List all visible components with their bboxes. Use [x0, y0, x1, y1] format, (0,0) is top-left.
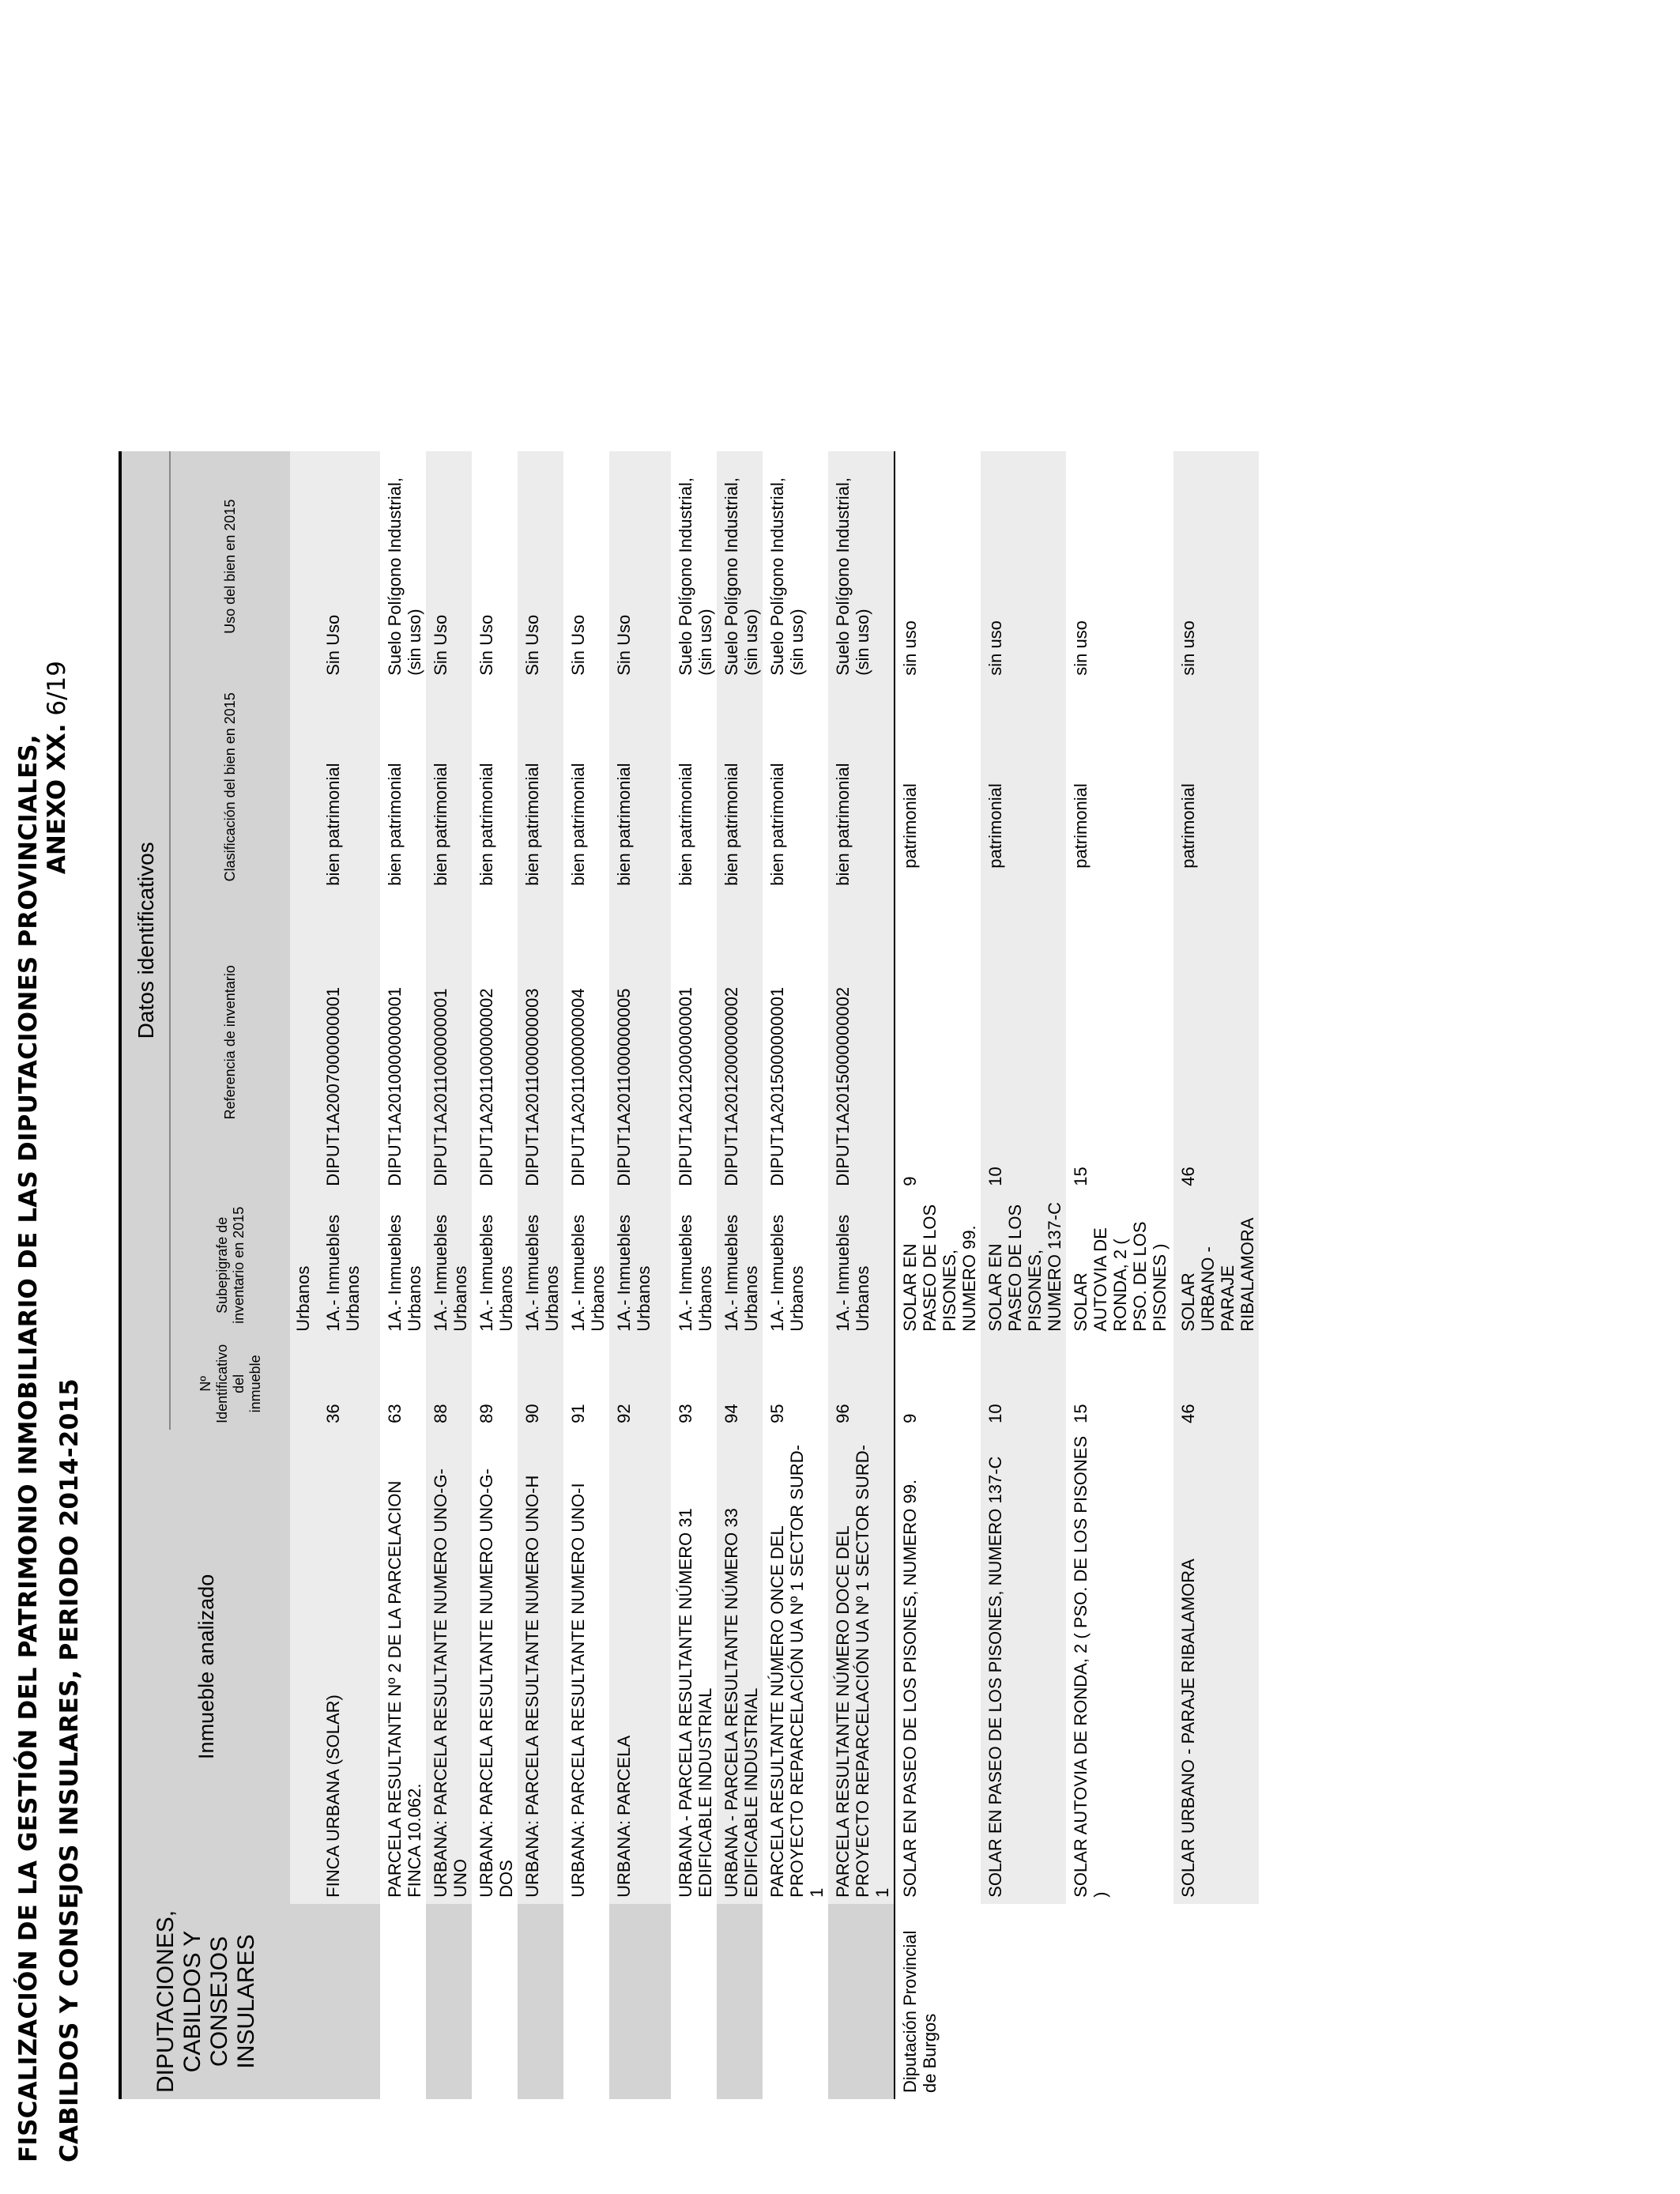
cell-clasificacion: bien patrimonial: [828, 682, 895, 892]
cell-ref: DIPUT1A2015000000002: [828, 892, 895, 1193]
entity-cell: [380, 1904, 426, 2099]
cell-ref: DIPUT1A2015000000001: [763, 892, 828, 1193]
annex-page-number: 6/19: [43, 661, 71, 716]
inventory-table: [119, 451, 1259, 2099]
cell-subepigrafe: 1A.- Inmuebles Urbanos: [671, 1193, 717, 1338]
table-row: [828, 451, 895, 2099]
cell-inmueble: PARCELA RESULTANTE NÚMERO ONCE DEL PROYECTO REPARCELACIÓN UA Nº 1 SECTOR SURD-1: [763, 1430, 828, 1904]
carry-over-text: Urbanos: [290, 1193, 318, 1338]
cell-subepigrafe: 1A.- Inmuebles Urbanos: [828, 1193, 895, 1338]
cell-uso: Suelo Polígono Industrial, (sin uso): [717, 451, 763, 682]
header-uso: Uso del bien en 2015: [170, 451, 290, 682]
cell-uso: Sin Uso: [518, 451, 563, 682]
cell-num: 9: [895, 1338, 981, 1430]
cell-num: 88: [426, 1338, 472, 1430]
cell-clasificacion: bien patrimonial: [717, 682, 763, 892]
table-row: [1066, 451, 1173, 2099]
cell-num: 93: [671, 1338, 717, 1430]
cell-num: 94: [717, 1338, 763, 1430]
header-subepigrafe: Subepigrafe de inventario en 2015: [170, 1193, 290, 1338]
table-row: [318, 451, 380, 2099]
table-row: [563, 451, 609, 2099]
cell-ref: DIPUT1A2007000000001: [318, 892, 380, 1193]
cell-clasificacion: bien patrimonial: [609, 682, 671, 892]
cell-inmueble: SOLAR AUTOVIA DE RONDA, 2 ( PSO. DE LOS PISONES ): [1066, 1430, 1173, 1904]
cell-inmueble: SOLAR EN PASEO DE LOS PISONES, NUMERO 137-C: [981, 1430, 1066, 1904]
table-row: [1173, 451, 1259, 2099]
cell-clasificacion: bien patrimonial: [318, 682, 380, 892]
cell-ref: DIPUT1A2011000000003: [518, 892, 563, 1193]
cell-num: 92: [609, 1338, 671, 1430]
cell-clasificacion: bien patrimonial: [671, 682, 717, 892]
cell-num: 89: [472, 1338, 518, 1430]
cell-num: 46: [1173, 1338, 1259, 1430]
cell-ref: 9: [895, 892, 981, 1193]
cell-clasificacion: bien patrimonial: [426, 682, 472, 892]
cell-uso: sin uso: [1173, 451, 1259, 682]
entity-cell: [981, 1904, 1066, 2099]
cell-inmueble: URBANA: PARCELA RESULTANTE NUMERO UNO-H: [518, 1430, 563, 1904]
cell-clasificacion: patrimonial: [895, 682, 981, 892]
cell-ref: 15: [1066, 892, 1173, 1193]
entity-cell: [828, 1904, 895, 2099]
table-row: [895, 451, 981, 2099]
cell-ref: DIPUT1A2012000000002: [717, 892, 763, 1193]
cell-subepigrafe: 1A.- Inmuebles Urbanos: [717, 1193, 763, 1338]
document-title: [8, 734, 90, 2162]
cell-clasificacion: bien patrimonial: [472, 682, 518, 892]
cell-clasificacion: bien patrimonial: [518, 682, 563, 892]
cell-subepigrafe: 1A.- Inmuebles Urbanos: [426, 1193, 472, 1338]
cell-ref: DIPUT1A2011000000004: [563, 892, 609, 1193]
entity-cell: [426, 1904, 472, 2099]
cell-num: 90: [518, 1338, 563, 1430]
cell-uso: sin uso: [895, 451, 981, 682]
cell-num: 95: [763, 1338, 828, 1430]
cell-inmueble: URBANA: PARCELA: [609, 1430, 671, 1904]
table-row: [671, 451, 717, 2099]
cell-uso: Suelo Polígono Industrial, (sin uso): [828, 451, 895, 682]
cell-uso: sin uso: [981, 451, 1066, 682]
cell-subepigrafe: 1A.- Inmuebles Urbanos: [472, 1193, 518, 1338]
header-clasificacion: Clasificación del bien en 2015: [170, 682, 290, 892]
entity-cell: [472, 1904, 518, 2099]
cell-clasificacion: patrimonial: [1066, 682, 1173, 892]
annex-title: ANEXO XX.: [43, 723, 71, 875]
table-row: [981, 451, 1066, 2099]
entity-cell: [717, 1904, 763, 2099]
entity-cell: [318, 1904, 380, 2099]
cell-uso: Suelo Polígono Industrial, (sin uso): [380, 451, 426, 682]
entity-cell: [1173, 1904, 1259, 2099]
header-num: Nº Identificativo del inmueble: [170, 1338, 290, 1430]
cell-uso: sin uso: [1066, 451, 1173, 682]
cell-clasificacion: patrimonial: [1173, 682, 1259, 892]
header-inmueble: Inmueble analizado: [120, 1430, 290, 1904]
title-line-2: CABILDOS Y CONSEJOS INSULARES, PERIODO 2014-2015: [55, 1378, 84, 2162]
entity-cell: [609, 1904, 671, 2099]
cell-uso: Suelo Polígono Industrial, (sin uso): [671, 451, 717, 682]
cell-subepigrafe: 1A.- Inmuebles Urbanos: [609, 1193, 671, 1338]
cell-ref: DIPUT1A2012000000001: [671, 892, 717, 1193]
cell-inmueble: SOLAR EN PASEO DE LOS PISONES, NUMERO 99.: [895, 1430, 981, 1904]
table-row: [763, 451, 828, 2099]
table-row: [426, 451, 472, 2099]
cell-subepigrafe: 1A.- Inmuebles Urbanos: [518, 1193, 563, 1338]
cell-uso: Sin Uso: [472, 451, 518, 682]
table-row: [380, 451, 426, 2099]
cell-uso: Sin Uso: [426, 451, 472, 682]
header-datos-identificativos: Datos identificativos: [120, 451, 170, 1430]
cell-num: 36: [318, 1338, 380, 1430]
cell-clasificacion: bien patrimonial: [763, 682, 828, 892]
cell-inmueble: SOLAR URBANO - PARAJE RIBALAMORA: [1173, 1430, 1259, 1904]
table-row: [518, 451, 563, 2099]
cell-uso: Sin Uso: [609, 451, 671, 682]
entity-cell: [1066, 1904, 1173, 2099]
cell-inmueble: PARCELA RESULTANTE NÚMERO DOCE DEL PROYECTO REPARCELACIÓN UA Nº 1 SECTOR SURD-1: [828, 1430, 895, 1904]
cell-num: 63: [380, 1338, 426, 1430]
entity-cell: [563, 1904, 609, 2099]
cell-inmueble: URBANA - PARCELA RESULTANTE NÚMERO 33 EDIFICABLE INDUSTRIAL: [717, 1430, 763, 1904]
entity-cell: [518, 1904, 563, 2099]
cell-subepigrafe: SOLAR URBANO - PARAJE RIBALAMORA: [1173, 1193, 1259, 1338]
cell-clasificacion: patrimonial: [981, 682, 1066, 892]
cell-inmueble: URBANA: PARCELA RESULTANTE NUMERO UNO-I: [563, 1430, 609, 1904]
cell-uso: Sin Uso: [563, 451, 609, 682]
cell-ref: DIPUT1A2011000000005: [609, 892, 671, 1193]
cell-subepigrafe: 1A.- Inmuebles Urbanos: [380, 1193, 426, 1338]
header-entity: DIPUTACIONES, CABILDOS Y CONSEJOS INSULARES: [120, 1904, 290, 2099]
entity-burgos: Diputación Provincial de Burgos: [895, 1904, 981, 2099]
cell-uso: Suelo Polígono Industrial, (sin uso): [763, 451, 828, 682]
cell-num: 10: [981, 1338, 1066, 1430]
cell-uso: Sin Uso: [318, 451, 380, 682]
entity-cell: [763, 1904, 828, 2099]
cell-clasificacion: bien patrimonial: [380, 682, 426, 892]
cell-inmueble: FINCA URBANA (SOLAR): [318, 1430, 380, 1904]
cell-clasificacion: bien patrimonial: [563, 682, 609, 892]
cell-num: 91: [563, 1338, 609, 1430]
cell-num: 96: [828, 1338, 895, 1430]
table-row: [717, 451, 763, 2099]
cell-subepigrafe: SOLAR EN PASEO DE LOS PISONES, NUMERO 137-C: [981, 1193, 1066, 1338]
cell-subepigrafe: 1A.- Inmuebles Urbanos: [563, 1193, 609, 1338]
annex-label: [43, 661, 71, 874]
cell-subepigrafe: SOLAR AUTOVIA DE RONDA, 2 ( PSO. DE LOS PISONES ): [1066, 1193, 1173, 1338]
cell-ref: 10: [981, 892, 1066, 1193]
entity-cell: [671, 1904, 717, 2099]
cell-ref: DIPUT1A2011000000001: [426, 892, 472, 1193]
cell-ref: DIPUT1A2011000000002: [472, 892, 518, 1193]
cell-subepigrafe: SOLAR EN PASEO DE LOS PISONES, NUMERO 99.: [895, 1193, 981, 1338]
cell-ref: DIPUT1A2010000000001: [380, 892, 426, 1193]
cell-subepigrafe: 1A.- Inmuebles Urbanos: [763, 1193, 828, 1338]
cell-inmueble: URBANA: PARCELA RESULTANTE NUMERO UNO-G-UNO: [426, 1430, 472, 1904]
table-row: [609, 451, 671, 2099]
cell-subepigrafe: 1A.- Inmuebles Urbanos: [318, 1193, 380, 1338]
header-ref: Referencia de inventario: [170, 892, 290, 1193]
cell-inmueble: URBANA - PARCELA RESULTANTE NÚMERO 31 EDIFICABLE INDUSTRIAL: [671, 1430, 717, 1904]
cell-inmueble: URBANA: PARCELA RESULTANTE NUMERO UNO-G-DOS: [472, 1430, 518, 1904]
cell-inmueble: PARCELA RESULTANTE Nº 2 DE LA PARCELACION FINCA 10.062.: [380, 1430, 426, 1904]
cell-num: 15: [1066, 1338, 1173, 1430]
table-row: [472, 451, 518, 2099]
cell-ref: 46: [1173, 892, 1259, 1193]
title-line-1: FISCALIZACIÓN DE LA GESTIÓN DEL PATRIMONIO INMOBILIARIO DE LAS DIPUTACIONES PROVINCIALES,: [14, 734, 43, 2162]
